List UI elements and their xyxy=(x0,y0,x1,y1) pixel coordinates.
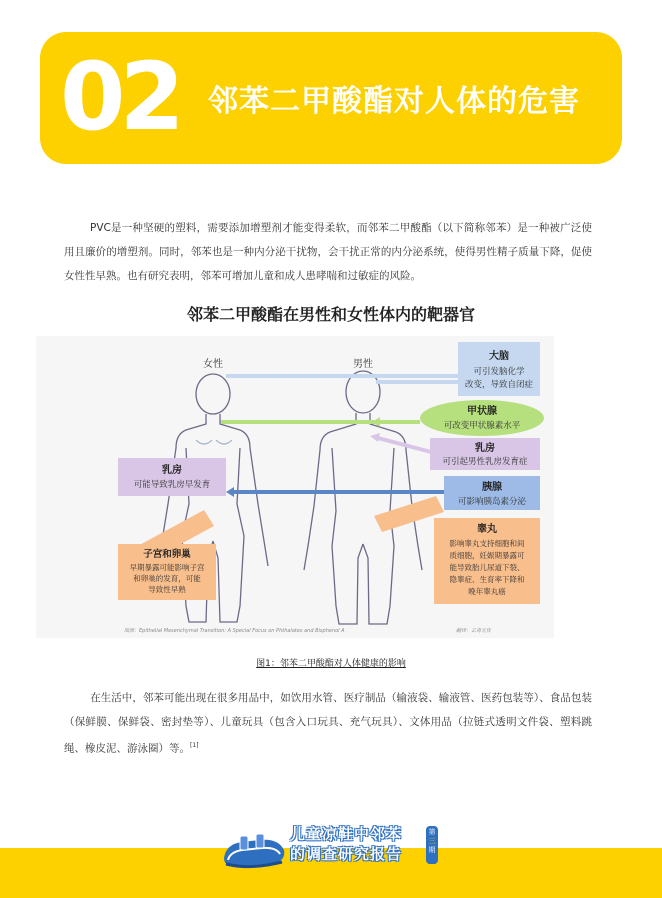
body-organ-figure xyxy=(36,336,554,638)
brain-name: 大脑 xyxy=(489,351,509,362)
uterus-desc-line2: 和卵巢的发育，可能 xyxy=(133,574,201,583)
sandal-icon xyxy=(220,822,290,872)
brain-desc-line1: 可引发脑化学 xyxy=(473,367,525,377)
female-breast-desc: 可能导致乳房早发育 xyxy=(133,480,211,490)
section-header xyxy=(40,32,622,164)
male-breast-desc: 可引起男性乳房发育症 xyxy=(442,457,528,467)
section-title: 邻苯二甲酸酯对人体的危害 xyxy=(208,84,580,119)
pancreas-name: 胰腺 xyxy=(482,482,502,493)
uterus-desc-line3: 导致性早熟 xyxy=(148,585,186,594)
female-label: 女性 xyxy=(203,359,223,370)
citation-mark: [1] xyxy=(190,742,199,749)
male-body-outline xyxy=(304,371,422,624)
pancreas-desc: 可影响胰岛素分泌 xyxy=(457,497,527,507)
testis-desc-line2: 质细胞，妊娠期暴露可 xyxy=(449,551,525,560)
male-label: 男性 xyxy=(353,359,373,370)
testis-arrow xyxy=(374,496,444,532)
male-breast-name: 乳房 xyxy=(475,443,495,454)
thyroid-desc: 可改变甲状腺素水平 xyxy=(443,421,521,431)
report-title: 儿童凉鞋中邻苯 的调查研究报告 xyxy=(290,825,403,863)
female-breast-box xyxy=(118,458,226,496)
brain-desc-line2: 改变，导致自闭症 xyxy=(464,380,534,390)
usage-paragraph: 在生活中，邻苯可能出现在很多用品中，如饮用水管、医疗制品（输液袋、输液管、医药包装等）、食品包装（保鲜膜、保鲜袋、密封垫等）、儿童玩具（包含入口玩具、充气玩具）、文体用品（拉链式透明文件袋、塑料跳绳、橡皮泥、游泳圈）等。[1] xyxy=(64,692,592,755)
uterus-desc-line1: 早期暴露可能影响子宫 xyxy=(129,563,205,572)
female-breast-mark xyxy=(196,440,232,444)
figure-illustration xyxy=(36,336,554,638)
thyroid-name: 甲状腺 xyxy=(467,406,497,417)
figure-title: 邻苯二甲酸酯在男性和女性体内的靶器官 xyxy=(186,305,475,324)
figure-caption: 图1：邻苯二甲酸酯对人体健康的影响 xyxy=(256,659,406,669)
report-logo xyxy=(220,818,446,878)
testis-desc-line3: 能导致胎儿尿道下裂、 xyxy=(449,563,525,572)
female-breast-name: 乳房 xyxy=(162,465,182,476)
testis-desc-line4: 隐睾症、生育率下降和 xyxy=(449,575,525,584)
testis-desc-line1: 影响睾丸支持细胞和间 xyxy=(449,539,525,548)
male-breast-arrowhead xyxy=(370,433,380,442)
testis-desc-line5: 晚年睾丸癌 xyxy=(468,587,506,596)
issue-badge: 第 三 期 xyxy=(426,826,438,864)
figure-translator: 翻译：云毒无忧 xyxy=(456,628,492,634)
section-number: 02 xyxy=(60,43,179,152)
intro-paragraph: PVC是一种坚硬的塑料，需要添加增塑剂才能变得柔软，而邻苯二甲酸酯（以下简称邻苯）是一种被广泛使用且廉价的增塑剂。同时，邻苯也是一种内分泌干扰物，会干扰正常的内分泌系统，使得男性精子质量下降，促使女性性早熟。也有研究表明，邻苯可增加儿童和成人患哮喘和过敏症的风险。 xyxy=(64,222,592,282)
uterus-name: 子宫和卵巢 xyxy=(143,549,191,560)
figure-source: 图源：Epithelial Mesenchymal Transition: A Special Focus on Phthalates and Bisphenol A xyxy=(124,628,345,634)
testis-name: 睾丸 xyxy=(477,524,497,535)
pancreas-arrowhead xyxy=(226,487,234,497)
